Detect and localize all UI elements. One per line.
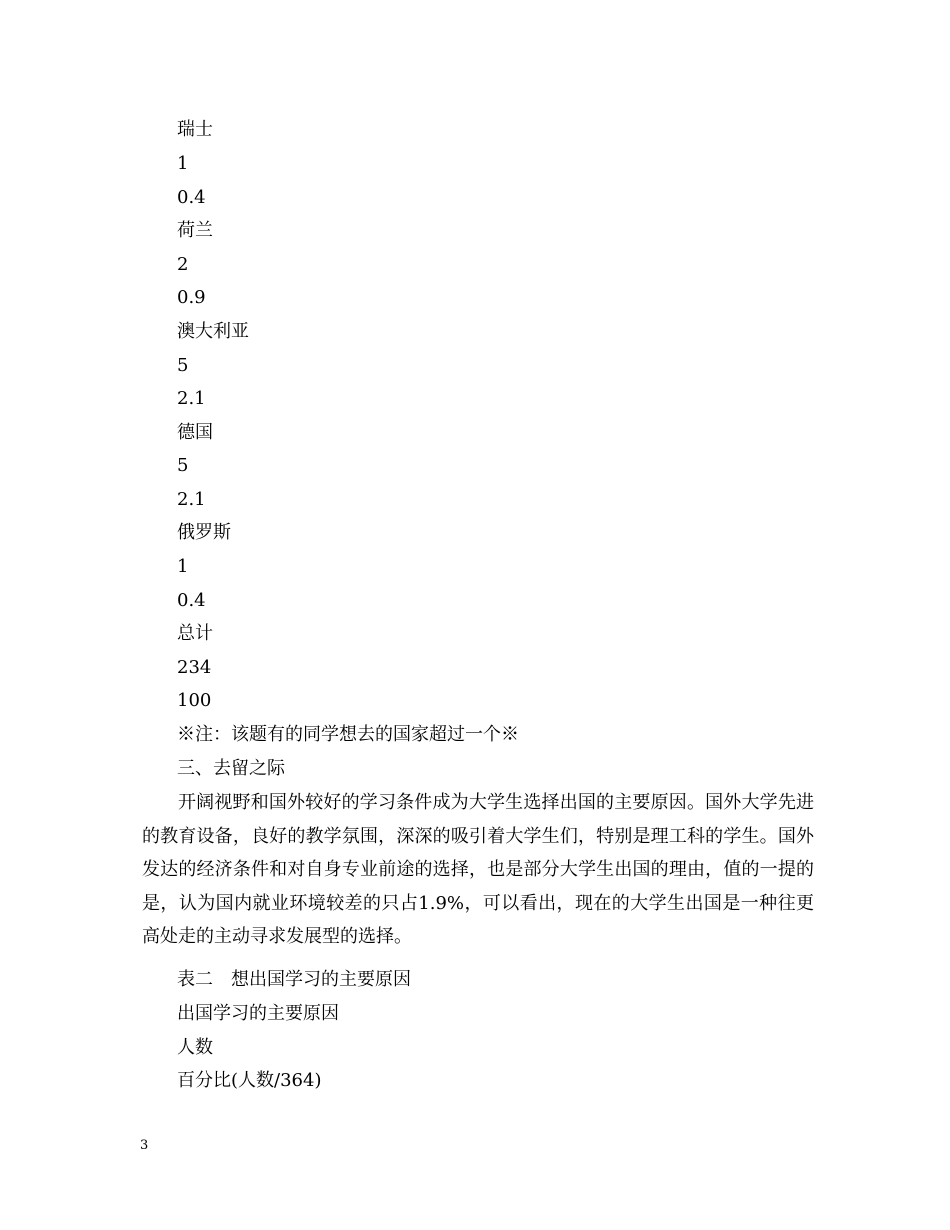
table-cell-country: 俄罗斯: [177, 522, 231, 543]
table-cell-percent: 2.1: [177, 388, 206, 409]
table-cell-count: 1: [177, 556, 189, 577]
section-heading: 三、去留之际: [177, 758, 285, 779]
body-paragraph: 开阔视野和国外较好的学习条件成为大学生选择出国的主要原因。国外大学先进的教育设备，良好的教学氛围，深深的吸引着大学生们，特别是理工科的学生。国外发达的经济条件和对自身专业前途的选择，也是部分大学生出国的理由，值的一提的是，认为国内就业环境较差的只占1.9%，可以看出，现在的大学生出国是一种往更高处走的主动寻求发展型的选择。: [142, 792, 814, 948]
table-cell-total-label: 总计: [177, 623, 213, 644]
table-cell-percent: 0.9: [177, 287, 206, 308]
table-cell-country: 德国: [177, 422, 213, 443]
table-header-reason: 出国学习的主要原因: [177, 1003, 339, 1024]
table-cell-total-count: 234: [177, 657, 212, 678]
table-header-count: 人数: [177, 1037, 213, 1058]
table-cell-total-percent: 100: [177, 690, 212, 711]
table-cell-count: 2: [177, 254, 189, 275]
table-cell-count: 1: [177, 153, 189, 174]
table-cell-percent: 2.1: [177, 489, 206, 510]
table-cell-country: 瑞士: [177, 119, 213, 140]
table-note: ※注：该题有的同学想去的国家超过一个※: [177, 724, 519, 745]
table-cell-percent: 0.4: [177, 590, 206, 611]
page-number: 3: [140, 1138, 149, 1153]
table-caption: 表二 想出国学习的主要原因: [177, 969, 411, 990]
table-cell-percent: 0.4: [177, 187, 206, 208]
table-cell-country: 荷兰: [177, 220, 213, 241]
table-header-percent: 百分比(人数/364): [177, 1070, 322, 1091]
table-cell-count: 5: [177, 455, 189, 476]
table-cell-count: 5: [177, 355, 189, 376]
table-cell-country: 澳大利亚: [177, 321, 249, 342]
